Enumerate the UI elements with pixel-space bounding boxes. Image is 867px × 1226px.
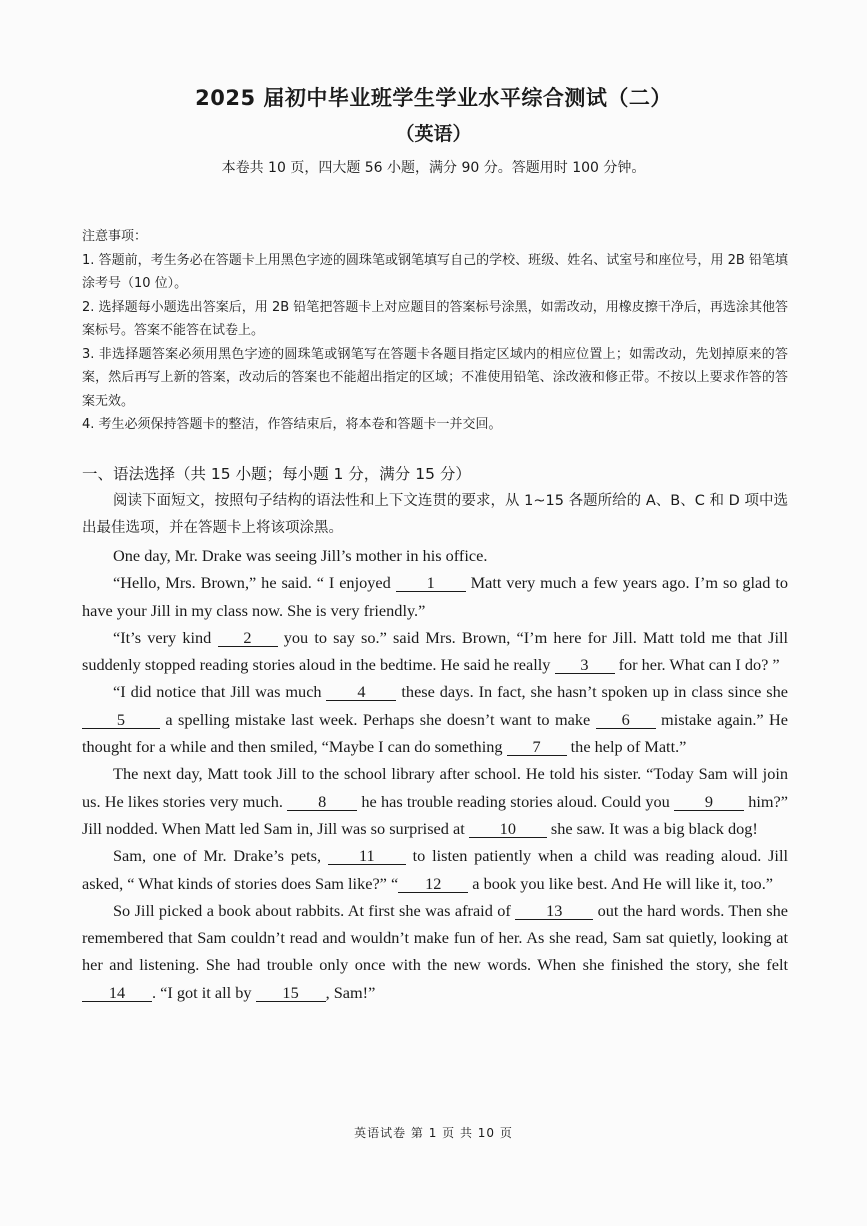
passage-text: him?” Jill nodded. When Matt led Sam in, Jill was so surprised at [82, 791, 788, 838]
note-item: 2. 选择题每小题选出答案后，用 2B 铅笔把答题卡上对应题目的答案标号涂黑，如需改动，用橡皮擦干净后，再选涂其他答案标号。答案不能答在试卷上。 [82, 299, 788, 338]
page-footer: 英语试卷 第 1 页 共 10 页 [354, 1126, 513, 1140]
passage-paragraph [82, 569, 788, 624]
passage-text: he has trouble reading stories aloud. Could you [361, 791, 670, 811]
passage-text: “I did notice that Jill was much [113, 682, 322, 702]
passage-text: One day, Mr. Drake was seeing Jill’s mother in his office. [113, 546, 488, 565]
answer-blank-1: 1 [396, 574, 466, 592]
answer-blank-2: 2 [218, 629, 278, 647]
passage-text: Sam, one of Mr. Drake’s pets, [113, 846, 322, 866]
notes-section [82, 225, 788, 437]
passage-text: So Jill picked a book about rabbits. At first she was afraid of [113, 900, 511, 920]
passage-text: Matt very much a few years ago. I’m so glad to have your Jill in my class now. She is very friendly.” [82, 573, 789, 620]
passage-text: a spelling mistake last week. Perhaps she doesn’t want to make [165, 709, 591, 729]
answer-blank-7: 7 [507, 738, 567, 756]
answer-blank-15: 15 [256, 984, 326, 1002]
answer-blank-11: 11 [328, 847, 406, 865]
passage-text: the help of Matt.” [570, 737, 687, 757]
passage-text: out the hard words. Then she remembered that Sam couldn’t read and wouldn’t make fun of her. As she read, Sam sat quietly, looking at her and listening. She had trouble only once with the new words. When she finished the story, she felt [82, 900, 788, 975]
answer-blank-8: 8 [287, 793, 357, 811]
passage-text: “Hello, Mrs. Brown,” he said. “ I enjoyed [113, 573, 391, 593]
exam-title: 2025 届初中毕业班学生学业水平综合测试（二） [195, 86, 672, 110]
answer-blank-13: 13 [515, 902, 593, 920]
passage-text: The next day, Matt took Jill to the school library after school. He told his sister. “Today Sam will join us. He likes stories very much. [82, 764, 788, 811]
answer-blank-10: 10 [469, 820, 547, 838]
exam-info: 本卷共 10 页，四大题 56 小题，满分 90 分。答题用时 100 分钟。 [221, 160, 646, 176]
section-instructions [82, 488, 788, 542]
answer-blank-6: 6 [596, 711, 656, 729]
answer-blank-14: 14 [82, 984, 152, 1002]
passage-text: for her. What can I do? ” [618, 655, 780, 675]
passage-text: “It’s very kind [113, 627, 212, 647]
exam-subject: （英语） [395, 123, 472, 145]
note-item: 4. 考生必须保持答题卡的整洁，作答结束后，将本卷和答题卡一并交回。 [82, 417, 502, 432]
reading-passage [82, 542, 788, 1006]
passage-text: to listen patiently when a child was reading aloud. Jill asked, “ What kinds of stories does Sam like?” “ [82, 846, 789, 893]
passage-paragraph [82, 624, 788, 679]
passage-paragraph [82, 542, 788, 569]
instructions-text: 阅读下面短文，按照句子结构的语法性和上下文连贯的要求，从 1~15 各题所给的 A、B、C 和 D 项中选出最佳选项，并在答题卡上将该项涂黑。 [82, 493, 788, 536]
passage-paragraph [82, 842, 788, 897]
answer-blank-4: 4 [326, 683, 396, 701]
passage-text: . “I got it all by [152, 982, 252, 1002]
notes-heading: 注意事项： [82, 229, 148, 244]
passage-text: you to say so.” said Mrs. Brown, “I’m here for Jill. Matt told me that Jill suddenly stopped reading stories aloud in the bedtime. He said he really [82, 627, 789, 675]
passage-text: she saw. It was a big black dog! [550, 818, 758, 838]
passage-paragraph [82, 760, 788, 842]
passage-text: a book you like best. And He will like it, too.” [472, 873, 773, 893]
passage-paragraph [82, 678, 788, 760]
section-heading: 一、语法选择（共 15 小题；每小题 1 分，满分 15 分） [82, 465, 471, 483]
passage-text: , Sam!” [325, 982, 376, 1002]
passage-text: mistake again.” He thought for a while and then smiled, “Maybe I can do something [82, 709, 789, 757]
answer-blank-9: 9 [674, 793, 744, 811]
passage-text: these days. In fact, she hasn’t spoken up in class since she [401, 682, 788, 702]
answer-blank-12: 12 [398, 875, 468, 893]
answer-blank-5: 5 [82, 711, 160, 729]
note-item: 3. 非选择题答案必须用黑色字迹的圆珠笔或钢笔写在答题卡各题目指定区域内的相应位置上；如需改动，先划掉原来的答案，然后再写上新的答案，改动后的答案也不能超出指定的区域；不准使用铅笔、涂改液和修正带。不按以上要求作答的答案无效。 [82, 346, 788, 409]
answer-blank-3: 3 [555, 656, 615, 674]
passage-paragraph [82, 897, 788, 1006]
note-item: 1. 答题前，考生务必在答题卡上用黑色字迹的圆珠笔或钢笔填写自己的学校、班级、姓名、试室号和座位号，用 2B 铅笔填涂考号（10 位）。 [82, 252, 788, 291]
